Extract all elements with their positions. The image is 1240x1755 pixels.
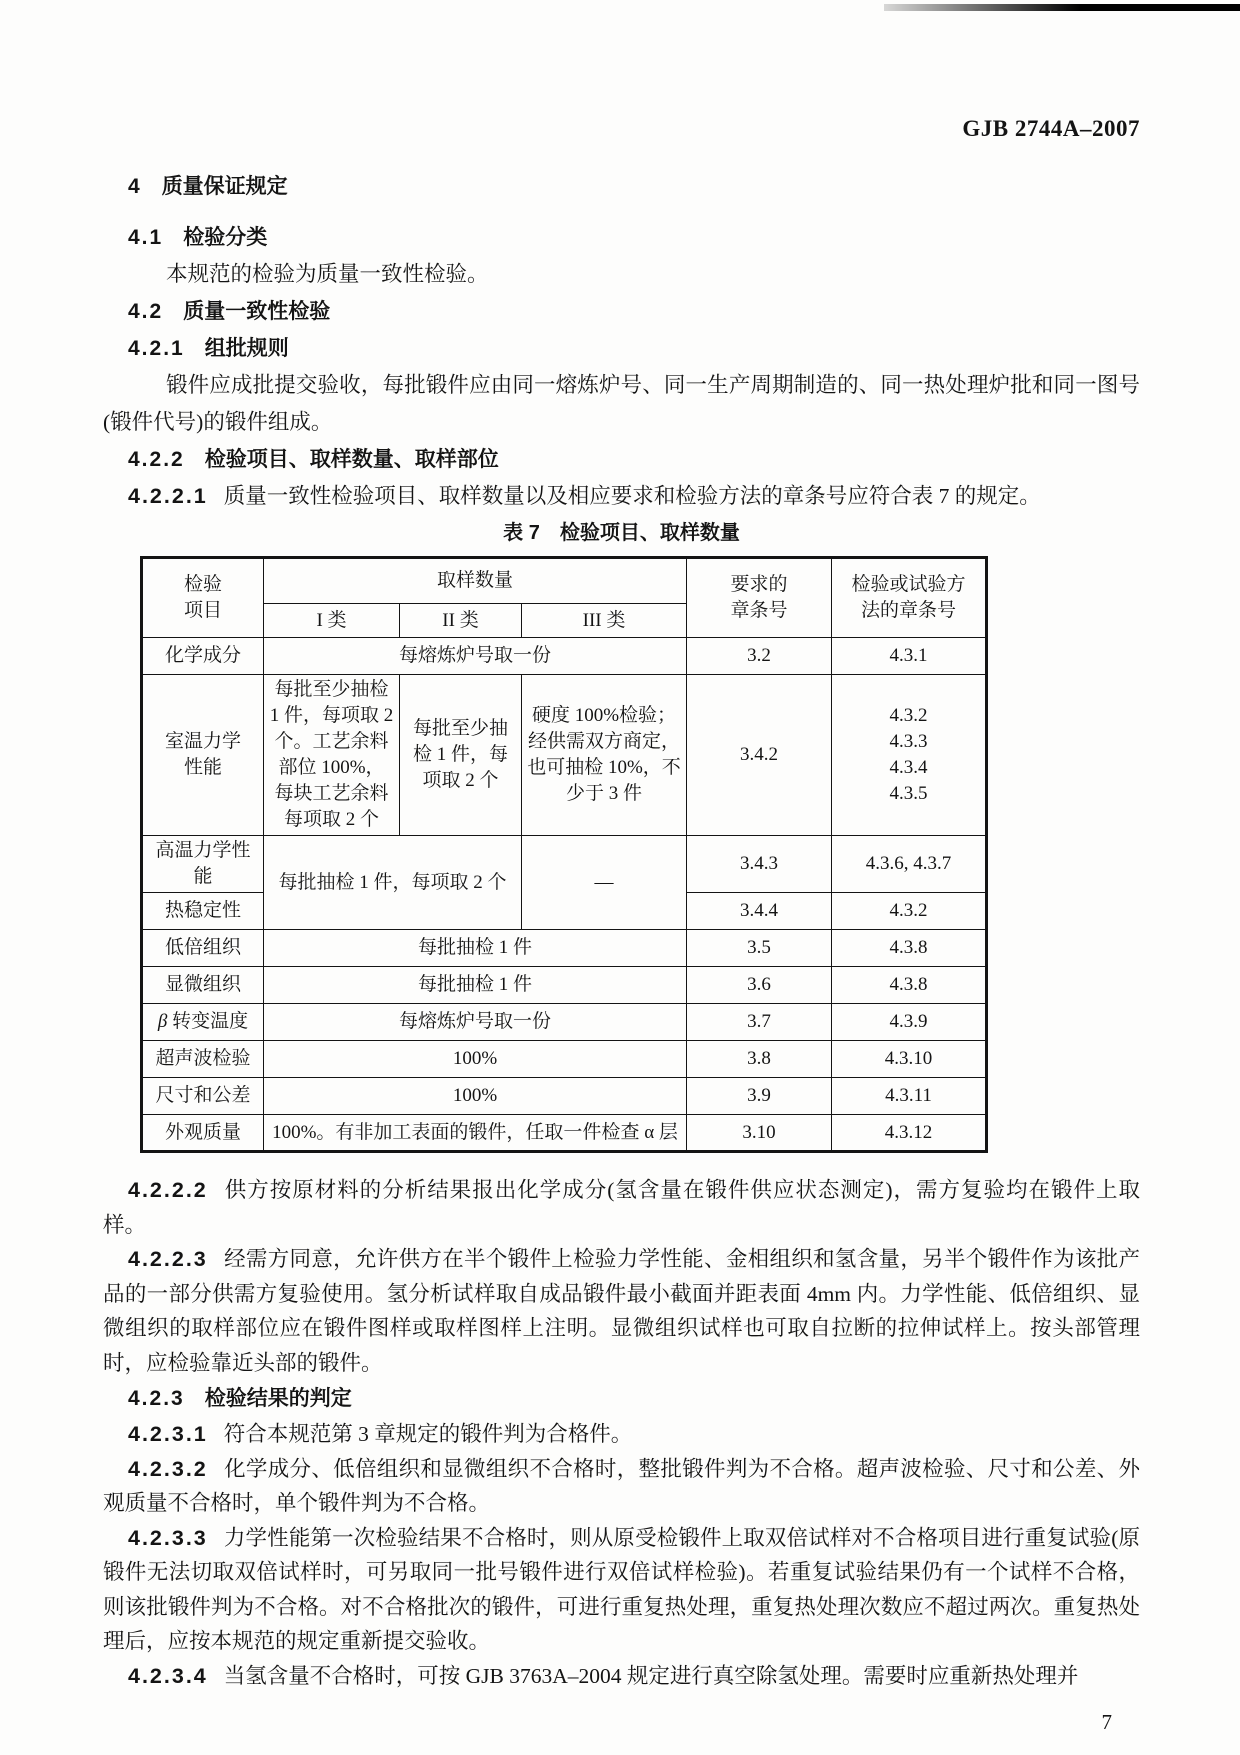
cell-item: 尺寸和公差 <box>142 1078 264 1115</box>
table-row <box>142 675 987 836</box>
clause-number: 4.2.2.1 <box>128 484 208 508</box>
cell-requirement: 3.8 <box>687 1041 832 1078</box>
heading-4-2-1 <box>128 330 1140 367</box>
clause-4-2-2-1 <box>103 478 1140 515</box>
heading-title: 质量一致性检验 <box>183 300 331 323</box>
cell-sample-class1: 每批至少抽检 1 件，每项取 2 个。工艺余料部位 100%，每块工艺余料每项取 2 个 <box>264 675 400 836</box>
header-line: 检验 <box>183 574 222 595</box>
clause-number: 4.2.3.4 <box>128 1663 208 1688</box>
method-line: 4.3.5 <box>889 783 928 804</box>
header-cell-requirement <box>687 558 832 638</box>
heading-4-2 <box>128 293 1140 330</box>
clause-text: 化学成分、低倍组织和显微组织不合格时，整批锻件判为不合格。超声波检验、尺寸和公差、外观质量不合格时，单个锻件判为不合格。 <box>103 1456 1140 1515</box>
cell-sample: 100% <box>264 1078 687 1115</box>
header-line: 法的章条号 <box>861 600 957 621</box>
table-row <box>142 836 987 893</box>
cell-item: 高温力学性能 <box>142 836 264 893</box>
header-cell-method <box>832 558 987 638</box>
clause-4-2-2-3 <box>103 1242 1140 1380</box>
heading-title: 组批规则 <box>204 337 289 360</box>
cell-item <box>142 675 264 836</box>
clause-4-2-2-2 <box>103 1173 1140 1242</box>
clause-text: 质量一致性检验项目、取样数量以及相应要求和检验方法的章条号应符合表 7 的规定。 <box>223 484 1041 508</box>
cell-sample: 100% <box>264 1041 687 1078</box>
cell-sample: 每熔炼炉号取一份 <box>264 1004 687 1041</box>
heading-4 <box>128 168 1140 205</box>
scan-artifact-line <box>884 4 1240 11</box>
heading-number: 4.1 <box>128 226 164 249</box>
clause-4-2-3-2 <box>103 1452 1140 1521</box>
cell-method: 4.3.12 <box>832 1115 987 1152</box>
cell-method: 4.3.10 <box>832 1041 987 1078</box>
method-line: 4.3.2 <box>889 705 928 726</box>
cell-method: 4.3.1 <box>832 638 987 675</box>
cell-sample-class3: — <box>522 836 687 930</box>
clause-number: 4.2.2.2 <box>128 1178 208 1202</box>
method-line: 4.3.4 <box>889 757 928 778</box>
cell-method: 4.3.6, 4.3.7 <box>832 836 987 893</box>
standard-number: GJB 2744A–2007 <box>962 116 1140 141</box>
cell-requirement: 3.7 <box>687 1004 832 1041</box>
page-number: 7 <box>1101 1710 1112 1734</box>
table-row <box>142 1004 987 1041</box>
cell-item: 外观质量 <box>142 1115 264 1152</box>
cell-requirement: 3.9 <box>687 1078 832 1115</box>
table-row <box>142 930 987 967</box>
cell-sample: 每批抽检 1 件 <box>264 967 687 1004</box>
cell-item <box>142 1004 264 1041</box>
heading-title: 质量保证规定 <box>161 175 288 198</box>
clause-4-2-3-3 <box>103 1521 1140 1659</box>
item-line: 室温力学 <box>164 731 241 752</box>
beta-symbol: β <box>157 1011 168 1032</box>
cell-method <box>832 675 987 836</box>
heading-title: 检验结果的判定 <box>204 1387 352 1410</box>
table-row <box>142 638 987 675</box>
cell-method: 4.3.11 <box>832 1078 987 1115</box>
table-caption: 表 7 检验项目、取样数量 <box>503 522 740 544</box>
table-header-row-1 <box>142 558 987 604</box>
cell-requirement: 3.2 <box>687 638 832 675</box>
header-line: 要求的 <box>730 574 788 595</box>
heading-4-2-3 <box>128 1380 1140 1417</box>
item-line: 性能 <box>183 757 222 778</box>
heading-number: 4.2.2 <box>128 448 185 471</box>
heading-number: 4.2.3 <box>128 1387 185 1410</box>
cell-method: 4.3.9 <box>832 1004 987 1041</box>
method-line: 4.3.3 <box>889 731 928 752</box>
cell-method: 4.3.8 <box>832 967 987 1004</box>
table-row <box>142 1115 987 1152</box>
heading-number: 4.2.1 <box>128 337 185 360</box>
cell-item: 热稳定性 <box>142 893 264 930</box>
cell-sample-class12: 每批抽检 1 件，每项取 2 个 <box>264 836 522 930</box>
clause-number: 4.2.3.2 <box>128 1456 208 1481</box>
heading-4-1 <box>128 219 1140 256</box>
table-row <box>142 1041 987 1078</box>
header-cell-class-3: III 类 <box>522 604 687 638</box>
heading-number: 4 <box>128 175 142 198</box>
clause-text: 供方按原材料的分析结果报出化学成分(氢含量在锻件供应状态测定)，需方复验均在锻件上取样。 <box>103 1178 1140 1237</box>
cell-sample: 100%。有非加工表面的锻件，任取一件检查 α 层 <box>264 1115 687 1152</box>
table-row <box>142 1078 987 1115</box>
clause-text: 符合本规范第 3 章规定的锻件判为合格件。 <box>223 1422 633 1446</box>
header-cell-item <box>142 558 264 638</box>
heading-4-2-2 <box>128 441 1140 478</box>
clause-number: 4.2.3.1 <box>128 1422 208 1446</box>
header-cell-class-2: II 类 <box>400 604 522 638</box>
clause-text: 经需方同意，允许供方在半个锻件上检验力学性能、金相组织和氢含量，另半个锻件作为该批产品的一部分供需方复验使用。氢分析试样取自成品锻件最小截面并距表面 4mm 内。力学性能、低倍组织、显微组织的取样部位应在锻件图样或取样图样上注明。显微组织试样也可取自拉断的拉伸试样上。按头部管理时，应检验靠近头部的锻件。 <box>103 1247 1140 1375</box>
heading-title: 检验项目、取样数量、取样部位 <box>204 448 499 471</box>
heading-number: 4.2 <box>128 300 164 323</box>
clause-text: 力学性能第一次检验结果不合格时，则从原受检锻件上取双倍试样对不合格项目进行重复试验(原锻件无法切取双倍试样时，可另取同一批号锻件进行双倍试样检验)。若重复试验结果仍有一个试样不合格，则该批锻件判为不合格。对不合格批次的锻件，可进行重复热处理，重复热处理次数应不超过两次。重复热处理后，应按本规范的规定重新提交验收。 <box>103 1525 1140 1653</box>
clause-text: 当氢含量不合格时，可按 GJB 3763A–2004 规定进行真空除氢处理。需要时应重新热处理并 <box>223 1663 1079 1688</box>
page-content <box>0 116 1240 1735</box>
clause-4-2-3-4 <box>103 1659 1140 1694</box>
cell-item: 超声波检验 <box>142 1041 264 1078</box>
header-cell-sampling: 取样数量 <box>264 558 687 604</box>
paragraph-4-1: 本规范的检验为质量一致性检验。 <box>166 262 489 286</box>
cell-requirement: 3.4.4 <box>687 893 832 930</box>
cell-sample-class3: 硬度 100%检验；经供需双方商定，也可抽检 10%，不少于 3 件 <box>522 675 687 836</box>
header-line: 章条号 <box>730 600 788 621</box>
cell-requirement: 3.10 <box>687 1115 832 1152</box>
cell-requirement: 3.4.3 <box>687 836 832 893</box>
header-cell-class-1: I 类 <box>264 604 400 638</box>
cell-sample: 每批抽检 1 件 <box>264 930 687 967</box>
header-line: 项目 <box>183 600 222 621</box>
paragraph-4-2-1: 锻件应成批提交验收，每批锻件应由同一熔炼炉号、同一生产周期制造的、同一热处理炉批和同一图号(锻件代号)的锻件组成。 <box>103 373 1140 434</box>
clause-4-2-3-1 <box>103 1417 1140 1452</box>
item-text: 转变温度 <box>167 1011 249 1032</box>
cell-method: 4.3.2 <box>832 893 987 930</box>
cell-sample: 每熔炼炉号取一份 <box>264 638 687 675</box>
table-row <box>142 967 987 1004</box>
heading-title: 检验分类 <box>183 226 268 249</box>
header-line: 检验或试验方 <box>851 574 966 595</box>
cell-sample-class2: 每批至少抽检 1 件，每项取 2 个 <box>400 675 522 836</box>
cell-method: 4.3.8 <box>832 930 987 967</box>
cell-requirement: 3.5 <box>687 930 832 967</box>
clause-number: 4.2.3.3 <box>128 1525 208 1550</box>
table-7 <box>140 556 988 1153</box>
cell-requirement: 3.4.2 <box>687 675 832 836</box>
cell-item: 显微组织 <box>142 967 264 1004</box>
cell-item: 低倍组织 <box>142 930 264 967</box>
cell-item: 化学成分 <box>142 638 264 675</box>
clause-number: 4.2.2.3 <box>128 1247 208 1271</box>
cell-requirement: 3.6 <box>687 967 832 1004</box>
